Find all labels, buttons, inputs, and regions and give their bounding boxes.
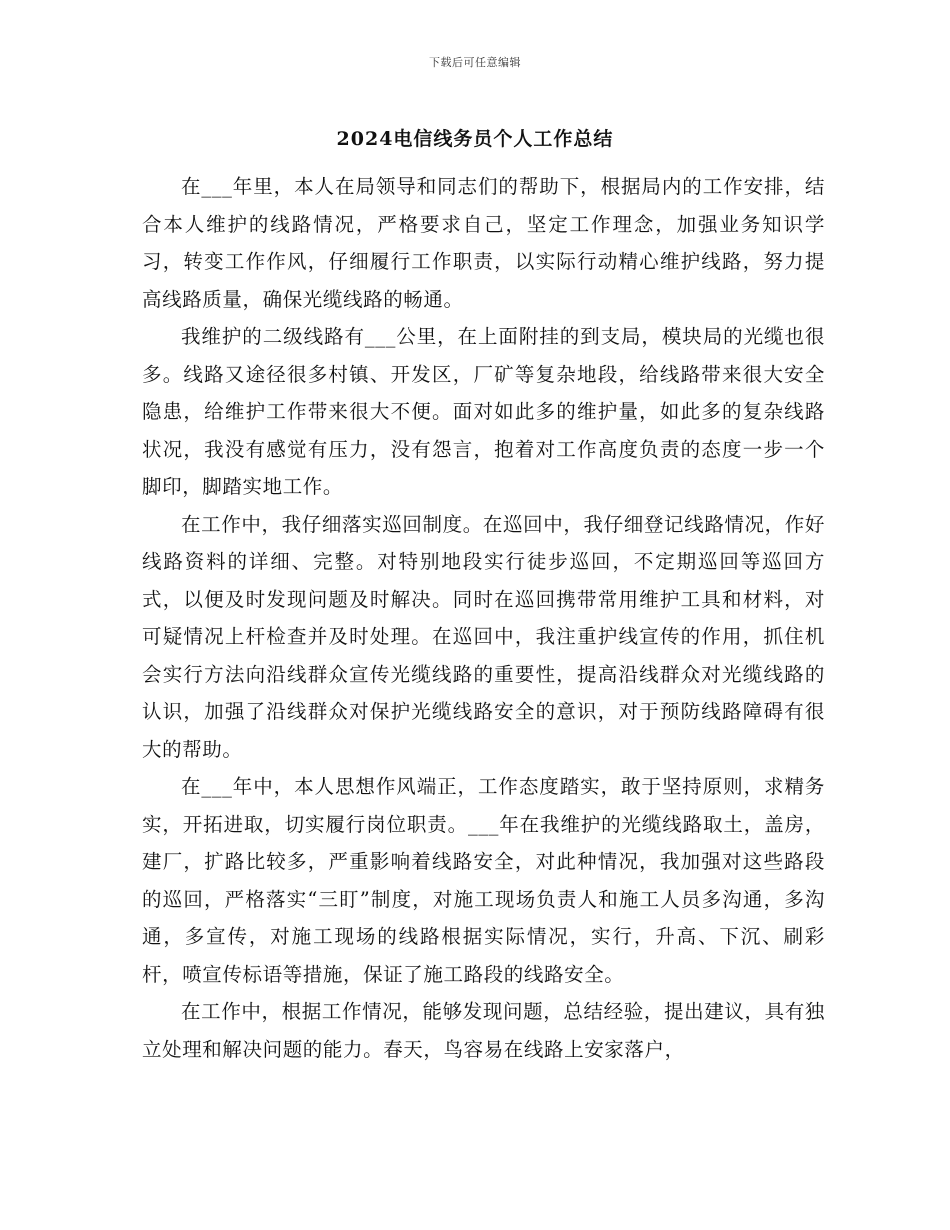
- document-body: [142, 168, 825, 1068]
- document-title: 2024电信线务员个人工作总结: [336, 128, 614, 150]
- paragraph-4: 在___年中，本人思想作风端正，工作态度踏实，敢于坚持原则，求精务实，开拓进取，切实履行岗位职责。___年在我维护的光缆线路取土，盖房，建厂，扩路比较多，严重影响着线路安全，对此种情况，我加强对这些路段的巡回，严格落实“三盯”制度，对施工现场负责人和施工人员多沟通，多沟通，多宣传，对施工现场的线路根据实际情况，实行，升高、下沉、刷彩杆，喷宣传标语等措施，保证了施工路段的线路安全。: [142, 775, 825, 986]
- paragraph-2: 我维护的二级线路有___公里，在上面附挂的到支局，模块局的光缆也很多。线路又途径很多村镇、开发区，厂矿等复杂地段，给线路带来很大安全隐患，给维护工作带来很大不便。面对如此多的维护量，如此多的复杂线路状况，我没有感觉有压力，没有怨言，抱着对工作高度负责的态度一步一个脚印，脚踏实地工作。: [142, 325, 825, 498]
- paragraph-1: 在___年里，本人在局领导和同志们的帮助下，根据局内的工作安排，结合本人维护的线路情况，严格要求自己，坚定工作理念，加强业务知识学习，转变工作作风，仔细履行工作职责，以实际行动精心维护线路，努力提高线路质量，确保光缆线路的畅通。: [142, 175, 825, 311]
- paragraph-3: 在工作中，我仔细落实巡回制度。在巡回中，我仔细登记线路情况，作好线路资料的详细、完整。对特别地段实行徒步巡回，不定期巡回等巡回方式，以便及时发现问题及时解决。同时在巡回携带常用维护工具和材料，对可疑情况上杆检查并及时处理。在巡回中，我注重护线宣传的作用，抓住机会实行方法向沿线群众宣传光缆线路的重要性，提高沿线群众对光缆线路的认识，加强了沿线群众对保护光缆线路安全的意识，对于预防线路障碍有很大的帮助。: [142, 512, 825, 761]
- header-note: 下载后可任意编辑: [429, 56, 521, 69]
- paragraph-5: 在工作中，根据工作情况，能够发现问题，总结经验，提出建议，具有独立处理和解决问题的能力。春天，鸟容易在线路上安家落户，: [142, 1000, 825, 1061]
